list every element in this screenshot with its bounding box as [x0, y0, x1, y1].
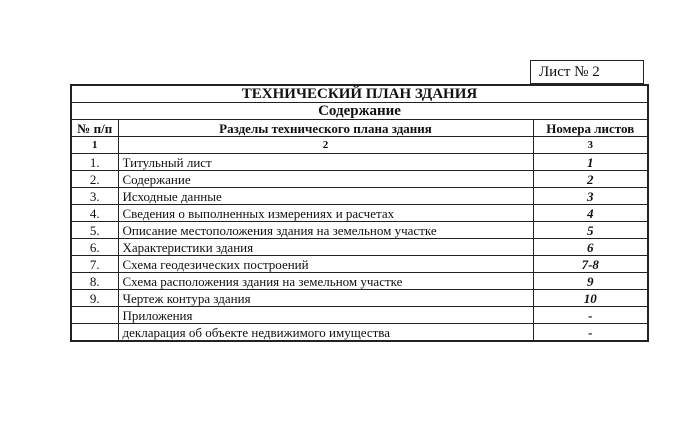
title-row	[71, 85, 648, 103]
column-index-cell: 3	[533, 137, 648, 154]
table-row	[71, 239, 648, 256]
header-num: № п/п	[71, 120, 118, 137]
table-row	[71, 154, 648, 171]
row-num: 1.	[71, 154, 118, 171]
row-sheets: 7-8	[533, 256, 648, 273]
table-row	[71, 273, 648, 290]
subtitle-row	[71, 103, 648, 120]
row-num: 5.	[71, 222, 118, 239]
row-num: 2.	[71, 171, 118, 188]
table-row	[71, 256, 648, 273]
column-index-cell: 2	[118, 137, 533, 154]
table-row	[71, 222, 648, 239]
header-sheets: Номера листов	[533, 120, 648, 137]
row-sheets: 2	[533, 171, 648, 188]
row-sheets: 6	[533, 239, 648, 256]
row-sheets: -	[533, 324, 648, 342]
row-section: Описание местоположения здания на земельном участке	[118, 222, 533, 239]
contents-table	[70, 84, 649, 342]
row-num	[71, 324, 118, 342]
row-section: Приложения	[118, 307, 533, 324]
row-sheets: 4	[533, 205, 648, 222]
row-sheets: 10	[533, 290, 648, 307]
column-index-cell: 1	[71, 137, 118, 154]
table-row	[71, 324, 648, 342]
row-num: 9.	[71, 290, 118, 307]
row-num	[71, 307, 118, 324]
column-index-row	[71, 137, 648, 154]
header-row	[71, 120, 648, 137]
row-num: 6.	[71, 239, 118, 256]
document-title: ТЕХНИЧЕСКИЙ ПЛАН ЗДАНИЯ	[71, 85, 648, 103]
row-num: 7.	[71, 256, 118, 273]
row-num: 3.	[71, 188, 118, 205]
row-sheets: -	[533, 307, 648, 324]
row-sheets: 5	[533, 222, 648, 239]
row-sheets: 1	[533, 154, 648, 171]
table-row	[71, 188, 648, 205]
sheet-number-label: Лист № 2	[539, 64, 600, 80]
sheet-number-box	[530, 60, 644, 84]
table-row	[71, 205, 648, 222]
table-row	[71, 171, 648, 188]
row-section: Схема расположения здания на земельном участке	[118, 273, 533, 290]
table-row	[71, 307, 648, 324]
row-section: декларация об объекте недвижимого имущества	[118, 324, 533, 342]
row-sheets: 9	[533, 273, 648, 290]
row-sheets: 3	[533, 188, 648, 205]
table-row	[71, 290, 648, 307]
row-section: Исходные данные	[118, 188, 533, 205]
row-num: 4.	[71, 205, 118, 222]
contents-heading: Содержание	[71, 103, 648, 120]
row-num: 8.	[71, 273, 118, 290]
row-section: Содержание	[118, 171, 533, 188]
header-sections: Разделы технического плана здания	[118, 120, 533, 137]
row-section: Характеристики здания	[118, 239, 533, 256]
row-section: Титульный лист	[118, 154, 533, 171]
row-section: Сведения о выполненных измерениях и расчетах	[118, 205, 533, 222]
row-section: Схема геодезических построений	[118, 256, 533, 273]
row-section: Чертеж контура здания	[118, 290, 533, 307]
